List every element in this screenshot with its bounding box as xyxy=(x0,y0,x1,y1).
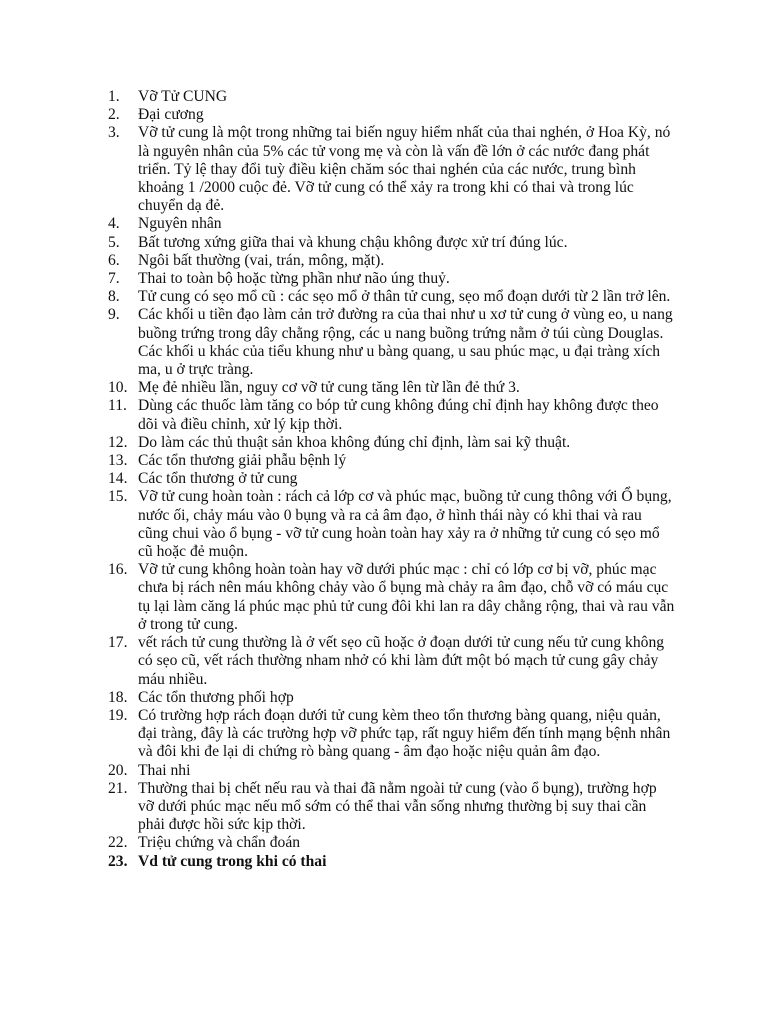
list-item xyxy=(108,561,676,634)
list-item-number: 10. xyxy=(108,379,128,397)
list-item-number: 11. xyxy=(108,397,127,415)
list-item xyxy=(108,762,676,780)
list-item-number: 8. xyxy=(108,288,120,306)
list-item-text: Đại cương xyxy=(138,106,204,124)
list-item xyxy=(108,106,676,124)
list-item-text: Do làm các thủ thuật sản khoa không đúng chỉ định, làm sai kỹ thuật. xyxy=(138,433,571,451)
list-item xyxy=(108,379,676,397)
list-item-text: Vỡ tử cung là một trong những tai biến nguy hiểm nhất của thai nghén, ở Hoa Kỳ, nó là nguyên nhân của 5% các tử vong mẹ và còn là vấn đề lớn ở các nước đang phát triển. Tỷ lệ thay đổi tuỳ điều kiện chăm sóc thai nghén của các nước, trung bình khoảng 1 /2000 cuộc đẻ. Vỡ tử cung có thể xảy ra trong khi có thai và trong lúc chuyển dạ đẻ. xyxy=(138,124,671,215)
list-item-text: Vỡ tử cung hoàn toàn : rách cả lớp cơ và phúc mạc, buồng tử cung thông với Ổ bụng, nước ối, chảy máu vào 0 bụng và ra cả âm đạo, ở hình thái này có khi thai và rau cũng chui vào ổ bụng - vỡ tử cung hoàn toàn hay xảy ra ở những tử cung có sẹo mổ cũ hoặc đẻ muộn. xyxy=(138,488,672,561)
list-item-text: Thai nhi xyxy=(138,761,191,779)
list-item-text: Bất tương xứng giữa thai và khung chậu không được xử trí đúng lúc. xyxy=(138,233,568,251)
list-item xyxy=(108,780,676,835)
list-item xyxy=(108,88,676,106)
list-item xyxy=(108,634,676,689)
list-item xyxy=(108,434,676,452)
list-item-number: 20. xyxy=(108,761,128,779)
list-item-number: 15. xyxy=(108,488,128,506)
list-item-text: Các khối u tiền đạo làm cản trở đường ra của thai như u xơ tử cung ở vùng eo, u nang buồng trứng trong dây chằng rộng, các u nang buồng trứng nằm ở túi cùng Douglas. Các khối u khác của tiểu khung như u bàng quang, u sau phúc mạc, u đại tràng xích ma, u ở trực tràng. xyxy=(138,306,673,379)
list-item xyxy=(108,234,676,252)
list-item-text: Tử cung có sẹo mổ cũ : các sẹo mổ ở thân tử cung, sẹo mổ đoạn dưới từ 2 lần trở lên. xyxy=(138,288,671,306)
list-item-text: Các tổn thương giải phẫu bệnh lý xyxy=(138,452,347,470)
list-item-number: 12. xyxy=(108,433,128,451)
list-item xyxy=(108,124,676,215)
list-item-text: Mẹ đẻ nhiều lần, nguy cơ vỡ tử cung tăng lên từ lần đẻ thứ 3. xyxy=(138,379,520,397)
list-item-number: 17. xyxy=(108,634,128,652)
list-item-number: 5. xyxy=(108,233,120,251)
list-item-text: Vd tử cung trong khi có thai xyxy=(138,852,327,870)
list-item xyxy=(108,306,676,379)
list-item xyxy=(108,397,676,433)
list-item-text: Các tổn thương phối hợp xyxy=(138,688,294,706)
list-item xyxy=(108,452,676,470)
list-item xyxy=(108,252,676,270)
list-item-number: 1. xyxy=(108,88,120,105)
list-item-text: Nguyên nhân xyxy=(138,215,222,233)
list-item-number: 21. xyxy=(108,779,128,797)
list-item-number: 19. xyxy=(108,706,128,724)
list-item-text: Vỡ tử cung không hoàn toàn hay vỡ dưới phúc mạc : chỉ có lớp cơ bị vỡ, phúc mạc chưa bị rách nên máu không chảy vào ổ bụng mà chảy ra âm đạo, chỗ vỡ có máu cục tụ lại làm căng lá phúc mạc phủ tử cung đôi khi lan ra dây chằng rộng, thai và rau vẫn ở trong tử cung. xyxy=(138,561,675,633)
list-item-number: 4. xyxy=(108,215,120,233)
list-item xyxy=(108,215,676,233)
list-item-text: Ngôi bất thường (vai, trán, mông, mặt). xyxy=(138,251,385,269)
list-item xyxy=(108,853,676,871)
list-item-number: 23. xyxy=(108,852,128,870)
list-item xyxy=(108,834,676,852)
list-item-number: 13. xyxy=(108,452,128,470)
list-item-number: 3. xyxy=(108,124,120,142)
list-item-number: 18. xyxy=(108,688,128,706)
list-item-text: Thường thai bị chết nếu rau và thai đã nằm ngoài tử cung (vào ổ bụng), trường hợp vỡ dưới phúc mạc nếu mổ sớm có thể thai vẫn sống nhưng thường bị suy thai cần phải được hồi sức kịp thời. xyxy=(138,779,657,834)
list-item-number: 9. xyxy=(108,306,120,324)
list-item xyxy=(108,689,676,707)
list-item-number: 22. xyxy=(108,834,128,852)
list-item-number: 16. xyxy=(108,561,128,579)
list-item-text: Vỡ Tử CUNG xyxy=(138,88,228,105)
list-item xyxy=(108,488,676,561)
numbered-list xyxy=(108,88,676,871)
list-item-text: Có trường hợp rách đoạn dưới tử cung kèm theo tổn thương bàng quang, niệu quản, đại tràng, đây là các trường hợp vỡ phức tạp, rất nguy hiểm đến tính mạng bệnh nhân và đôi khi đe lại di chứng rò bàng quang - âm đạo hoặc niệu quản âm đạo. xyxy=(138,706,671,761)
list-item-text: vết rách tử cung thường là ở vết sẹo cũ hoặc ở đoạn dưới tử cung nếu tử cung không có sẹo cũ, vết rách thường nham nhở có khi làm đứt một bó mạch tử cung gây chảy máu nhiều. xyxy=(138,634,665,688)
list-item-text: Thai to toàn bộ hoặc từng phần như não úng thuỷ. xyxy=(138,270,450,288)
list-item-number: 14. xyxy=(108,470,128,488)
list-item-number: 2. xyxy=(108,106,120,124)
list-item-number: 6. xyxy=(108,251,120,269)
list-item-text: Các tổn thương ở tử cung xyxy=(138,470,298,488)
list-item-text: Triệu chứng và chẩn đoán xyxy=(138,834,301,852)
list-item-number: 7. xyxy=(108,270,120,288)
list-item xyxy=(108,470,676,488)
list-item xyxy=(108,288,676,306)
list-item xyxy=(108,707,676,762)
list-item-text: Dùng các thuốc làm tăng co bóp tử cung không đúng chỉ định hay không được theo dõi và điều chỉnh, xử lý kịp thời. xyxy=(138,397,659,433)
list-item xyxy=(108,270,676,288)
